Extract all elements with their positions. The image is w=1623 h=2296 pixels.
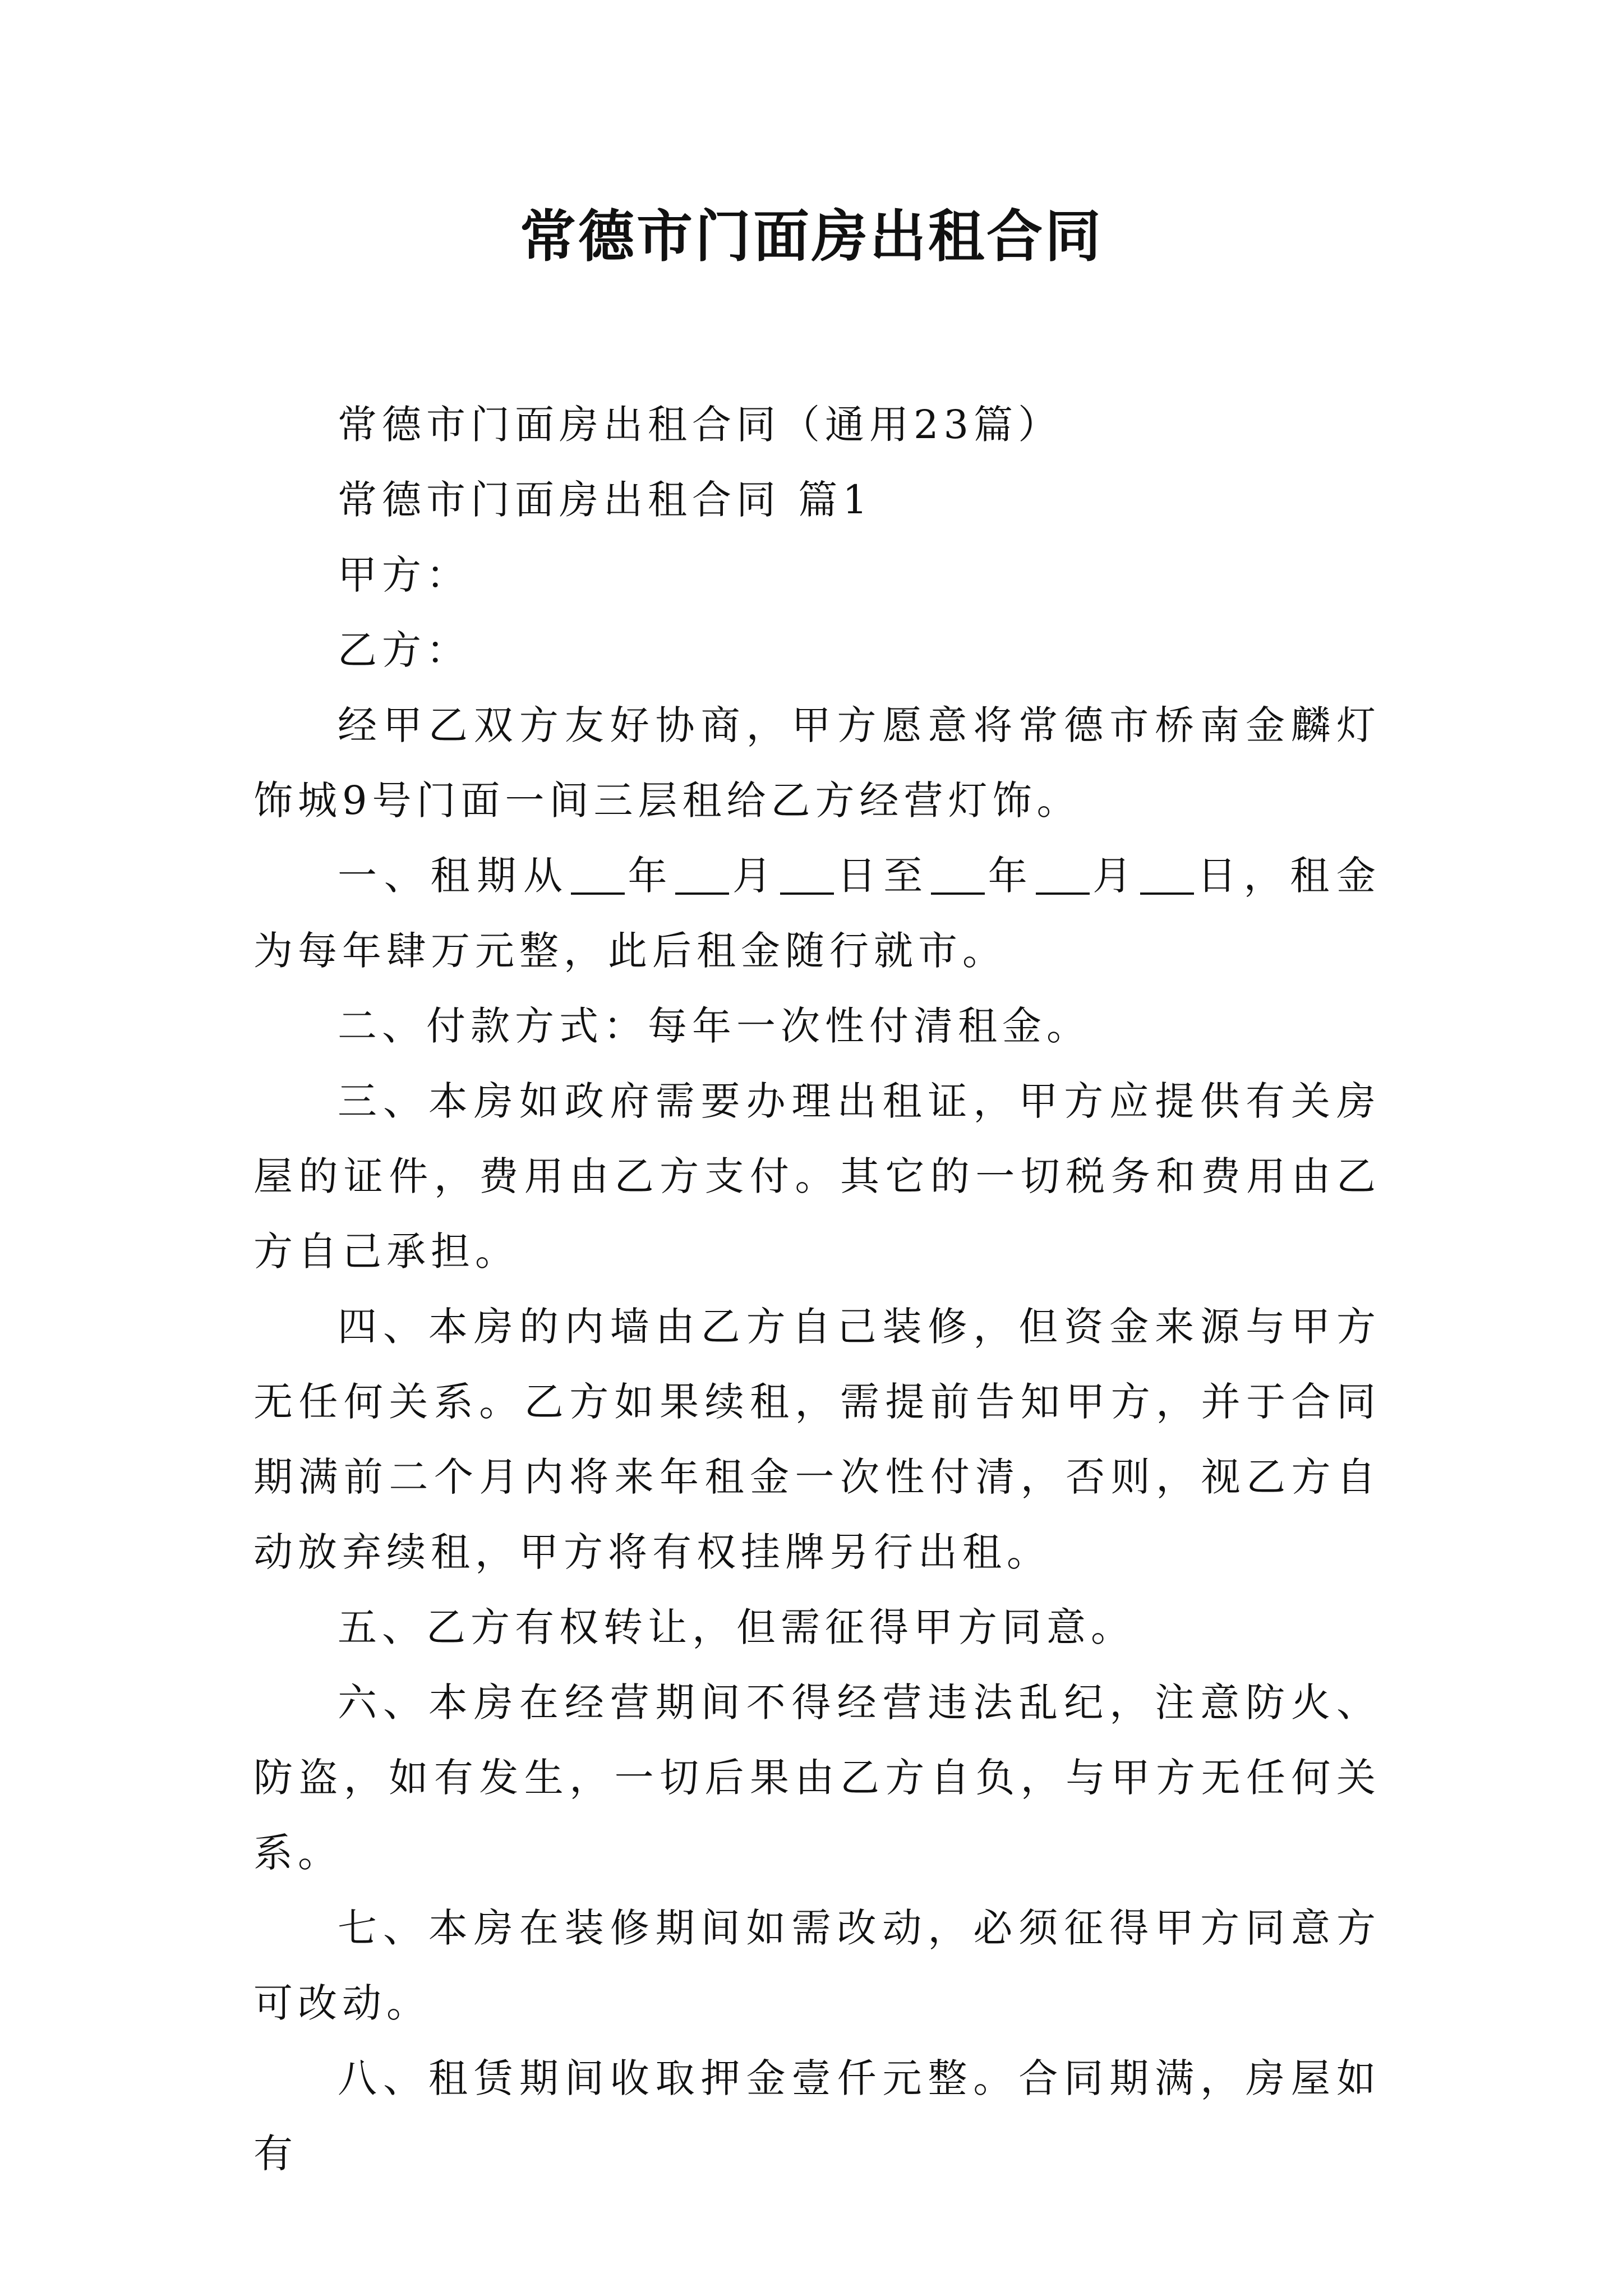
clause-eight-paragraph: 八、租赁期间收取押金壹仟元整。合同期满，房屋如有 (253, 2055, 1381, 2177)
clause-three-paragraph: 三、本房如政府需要办理出租证，甲方应提供有关房屋的证件，费用由乙方支付。其它的一切税务和费用由乙方自己承担。 (253, 1078, 1381, 1274)
clause-four-paragraph: 四、本房的内墙由乙方自己装修，但资金来源与甲方无任何关系。乙方如果续租，需提前告知甲方，并于合同期满前二个月内将来年租金一次性付清，否则，视乙方自动放弃续租，甲方将有权挂牌另行出租。 (253, 1304, 1381, 1575)
clause-seven-paragraph: 七、本房在装修期间如需改动，必须征得甲方同意方可改动。 (253, 1905, 1381, 2026)
clause-one-lead: 一、租期从 (338, 853, 570, 899)
clause-one-month-label: 月 (730, 853, 779, 899)
fill-blank (1140, 853, 1194, 895)
document-body (253, 387, 1381, 2191)
fill-blank (1036, 853, 1090, 895)
clause-one-rest: 日，租金为每年肆万元整，此后租金随行就市。 (253, 853, 1381, 974)
clause-one-day-label: 日至 (834, 853, 930, 899)
fill-blank (931, 853, 985, 895)
party-b-line: 乙方： (338, 627, 471, 673)
intro-paragraph: 经甲乙双方友好协商，甲方愿意将常德市桥南金麟灯饰城9号门面一间三层租给乙方经营灯饰。 (253, 702, 1381, 823)
fill-blank (780, 853, 834, 895)
section-heading: 常德市门面房出租合同 篇1 (338, 477, 873, 523)
document-title: 常德市门面房出租合同 (520, 204, 1103, 269)
clause-one-year-label: 年 (625, 853, 675, 899)
clause-one-year-label-2: 年 (986, 853, 1035, 899)
clause-one-paragraph (253, 838, 1381, 988)
fill-blank (571, 853, 625, 895)
party-a-line: 甲方： (338, 552, 471, 598)
clause-two-paragraph: 二、付款方式：每年一次性付清租金。 (338, 1003, 1091, 1049)
clause-six-paragraph: 六、本房在经营期间不得经营违法乱纪，注意防火、防盗，如有发生，一切后果由乙方自负，与甲方无任何关系。 (253, 1680, 1381, 1876)
clause-five-paragraph: 五、乙方有权转让，但需征得甲方同意。 (338, 1604, 1135, 1650)
fill-blank (675, 853, 729, 895)
subtitle-paragraph: 常德市门面房出租合同（通用23篇） (338, 402, 1063, 448)
clause-one-month-label-2: 月 (1090, 853, 1139, 899)
